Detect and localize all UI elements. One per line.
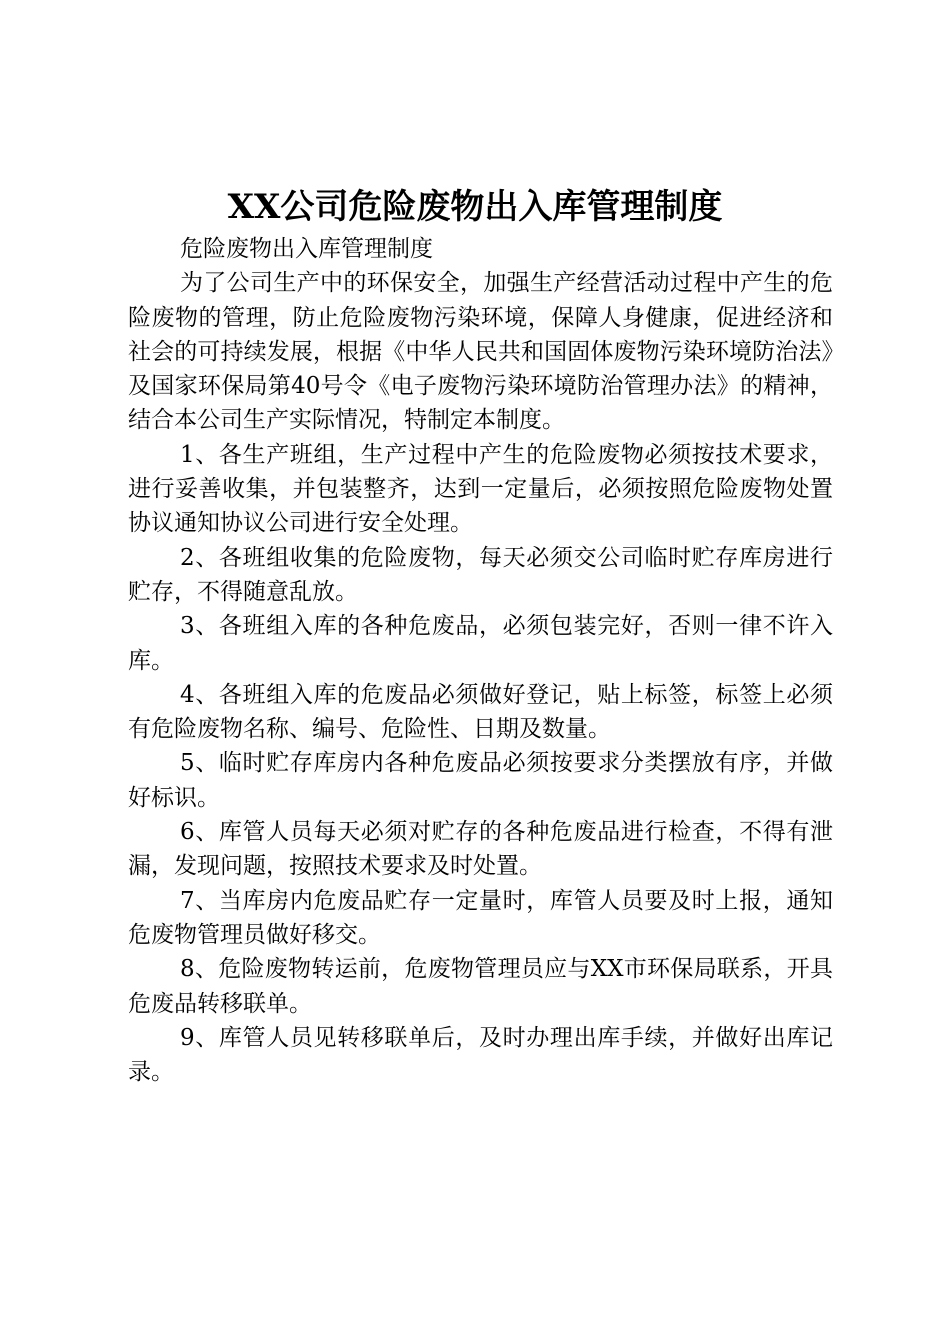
document-body [128, 232, 833, 1089]
rule-paragraph-8: 8、危险废物转运前，危废物管理员应与XX市环保局联系，开具危废品转移联单。 [128, 956, 833, 1017]
document-subtitle: 危险废物出入库管理制度 [180, 236, 433, 262]
rule-paragraph-2: 2、各班组收集的危险废物，每天必须交公司临时贮存库房进行贮存，不得随意乱放。 [128, 544, 833, 605]
rule-paragraph-7: 7、当库房内危废品贮存一定量时，库管人员要及时上报，通知危废物管理员做好移交。 [128, 887, 833, 948]
intro-paragraph: 为了公司生产中的环保安全，加强生产经营活动过程中产生的危险废物的管理，防止危险废物污染环境，保障人身健康，促进经济和社会的可持续发展，根据《中华人民共和国固体废物污染环境防治法》及国家环保局第40号令《电子废物污染环境防治管理办法》的精神，结合本公司生产实际情况，特制定本制度。 [128, 270, 833, 434]
document-title: XX公司危险废物出入库管理制度 [227, 187, 723, 227]
rule-paragraph-5: 5、临时贮存库房内各种危废品必须按要求分类摆放有序，并做好标识。 [128, 750, 833, 811]
rule-paragraph-9: 9、库管人员见转移联单后，及时办理出库手续，并做好出库记录。 [128, 1024, 833, 1086]
rule-paragraph-3: 3、各班组入库的各种危废品，必须包装完好，否则一律不许入库。 [128, 613, 833, 674]
rule-paragraph-4: 4、各班组入库的危废品必须做好登记，贴上标签，标签上必须有危险废物名称、编号、危险性、日期及数量。 [128, 681, 833, 743]
rule-paragraph-1: 1、各生产班组，生产过程中产生的危险废物必须按技术要求，进行妥善收集，并包装整齐，达到一定量后，必须按照危险废物处置协议通知协议公司进行安全处理。 [128, 441, 833, 537]
rule-paragraph-6: 6、库管人员每天必须对贮存的各种危废品进行检查，不得有泄漏，发现问题，按照技术要求及时处置。 [128, 819, 833, 880]
